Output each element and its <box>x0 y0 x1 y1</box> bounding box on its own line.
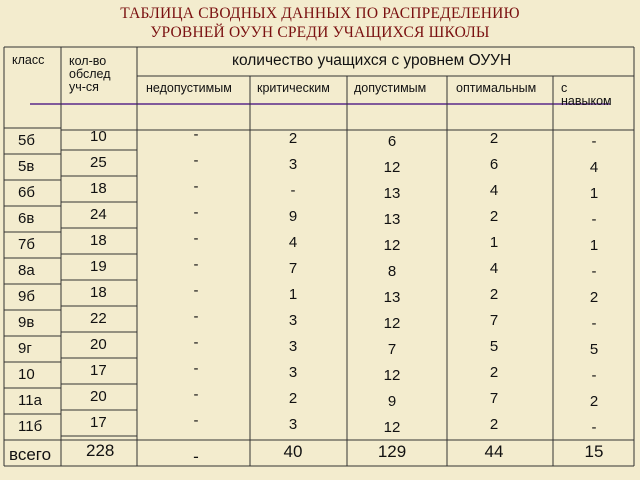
row-value: 12 <box>383 367 401 384</box>
row-class: 8а <box>18 262 35 279</box>
total-value: 44 <box>484 442 504 461</box>
row-count: 18 <box>90 180 107 197</box>
row-class: 5в <box>18 158 35 175</box>
row-value: 2 <box>589 289 599 306</box>
row-value: 2 <box>489 286 499 303</box>
title-line-2: УРОВНЕЙ ОУУН СРЕДИ УЧАЩИХСЯ ШКОЛЫ <box>150 24 490 41</box>
row-value: 2 <box>489 208 499 225</box>
row-value: - <box>193 360 199 377</box>
row-value: - <box>193 412 199 429</box>
row-class: 6б <box>18 184 35 201</box>
row-count: 20 <box>90 336 107 353</box>
row-value: 9 <box>387 393 397 410</box>
row-value: 7 <box>387 341 397 358</box>
row-class: 10 <box>18 366 35 383</box>
row-value: 4 <box>288 234 298 251</box>
row-value: 6 <box>489 156 499 173</box>
row-value: 6 <box>387 133 397 150</box>
header-count-line-3: уч-ся <box>69 80 99 94</box>
row-class: 6в <box>18 210 35 227</box>
row-value: 3 <box>288 156 298 173</box>
row-value: 7 <box>489 312 499 329</box>
row-value: 3 <box>288 312 298 329</box>
row-value: - <box>193 282 199 299</box>
total-value: 15 <box>584 442 604 461</box>
row-count: 17 <box>90 362 107 379</box>
row-class: 9в <box>18 314 35 331</box>
row-class: 11б <box>18 418 43 435</box>
row-value: - <box>193 152 199 169</box>
row-value: 13 <box>383 289 401 306</box>
header-level-acceptable: допустимым <box>354 81 427 95</box>
row-value: 12 <box>383 237 401 254</box>
header-level-unacceptable: недопустимым <box>146 81 232 95</box>
row-count: 18 <box>90 284 107 301</box>
row-value: - <box>193 204 199 221</box>
row-value: 7 <box>288 260 298 277</box>
title-line-1: ТАБЛИЦА СВОДНЫХ ДАННЫХ ПО РАСПРЕДЕЛЕНИЮ <box>120 5 520 22</box>
row-value: - <box>193 308 199 325</box>
row-value: 12 <box>383 315 401 332</box>
row-class: 9г <box>18 340 32 357</box>
row-value: - <box>591 419 597 436</box>
row-count: 18 <box>90 232 107 249</box>
header-level-critical: критическим <box>257 81 330 95</box>
row-value: 2 <box>489 130 499 147</box>
row-value: 12 <box>383 419 401 436</box>
row-value: 1 <box>489 234 499 251</box>
total-value: - <box>193 447 199 466</box>
row-count: 17 <box>90 414 107 431</box>
row-value: 4 <box>489 182 499 199</box>
row-value: 4 <box>489 260 499 277</box>
row-class: 9б <box>18 288 35 305</box>
row-value: 5 <box>489 338 499 355</box>
row-value: 3 <box>288 416 298 433</box>
header-level-optimal: оптимальным <box>456 81 537 95</box>
row-value: 9 <box>288 208 298 225</box>
total-value: 40 <box>283 442 303 461</box>
row-count: 25 <box>90 154 107 171</box>
total-count: 228 <box>86 441 115 460</box>
row-value: - <box>193 126 199 143</box>
row-value: - <box>193 386 199 403</box>
row-class: 11а <box>18 392 42 409</box>
total-value: 129 <box>377 442 407 461</box>
row-value: 3 <box>288 364 298 381</box>
header-count-line-1: кол-во <box>69 54 107 68</box>
row-value: 2 <box>288 130 298 147</box>
row-value: 5 <box>589 341 599 358</box>
header-class: класс <box>12 53 45 67</box>
row-value: - <box>591 133 597 150</box>
row-value: 1 <box>589 185 599 202</box>
header-group: количество учащихся с уровнем ОУУН <box>232 52 512 69</box>
row-value: 7 <box>489 390 499 407</box>
header-count-line-2: обслед <box>69 67 111 81</box>
row-value: - <box>591 367 597 384</box>
header-skill-line-2: навыком <box>561 94 612 108</box>
row-value: 2 <box>589 393 599 410</box>
row-count: 19 <box>90 258 107 275</box>
row-value: 13 <box>383 211 401 228</box>
row-value: 1 <box>288 286 298 303</box>
row-value: 13 <box>383 185 401 202</box>
row-value: - <box>290 182 296 199</box>
row-value: 3 <box>288 338 298 355</box>
row-class: 7б <box>18 236 35 253</box>
row-count: 20 <box>90 388 107 405</box>
row-value: - <box>193 256 199 273</box>
row-value: - <box>591 211 597 228</box>
header-skill-line-1: с <box>561 81 568 95</box>
row-value: - <box>193 230 199 247</box>
row-value: 12 <box>383 159 401 176</box>
row-count: 22 <box>90 310 107 327</box>
row-value: 4 <box>589 159 599 176</box>
row-class: 5б <box>18 132 35 149</box>
row-value: 2 <box>288 390 298 407</box>
row-value: 2 <box>489 364 499 381</box>
row-value: - <box>193 178 199 195</box>
row-count: 24 <box>90 206 107 223</box>
total-label: всего <box>9 445 52 464</box>
row-value: - <box>193 334 199 351</box>
row-value: 2 <box>489 416 499 433</box>
row-value: 1 <box>589 237 599 254</box>
row-count: 10 <box>90 128 107 145</box>
row-value: - <box>591 263 597 280</box>
row-value: 8 <box>387 263 397 280</box>
row-value: - <box>591 315 597 332</box>
